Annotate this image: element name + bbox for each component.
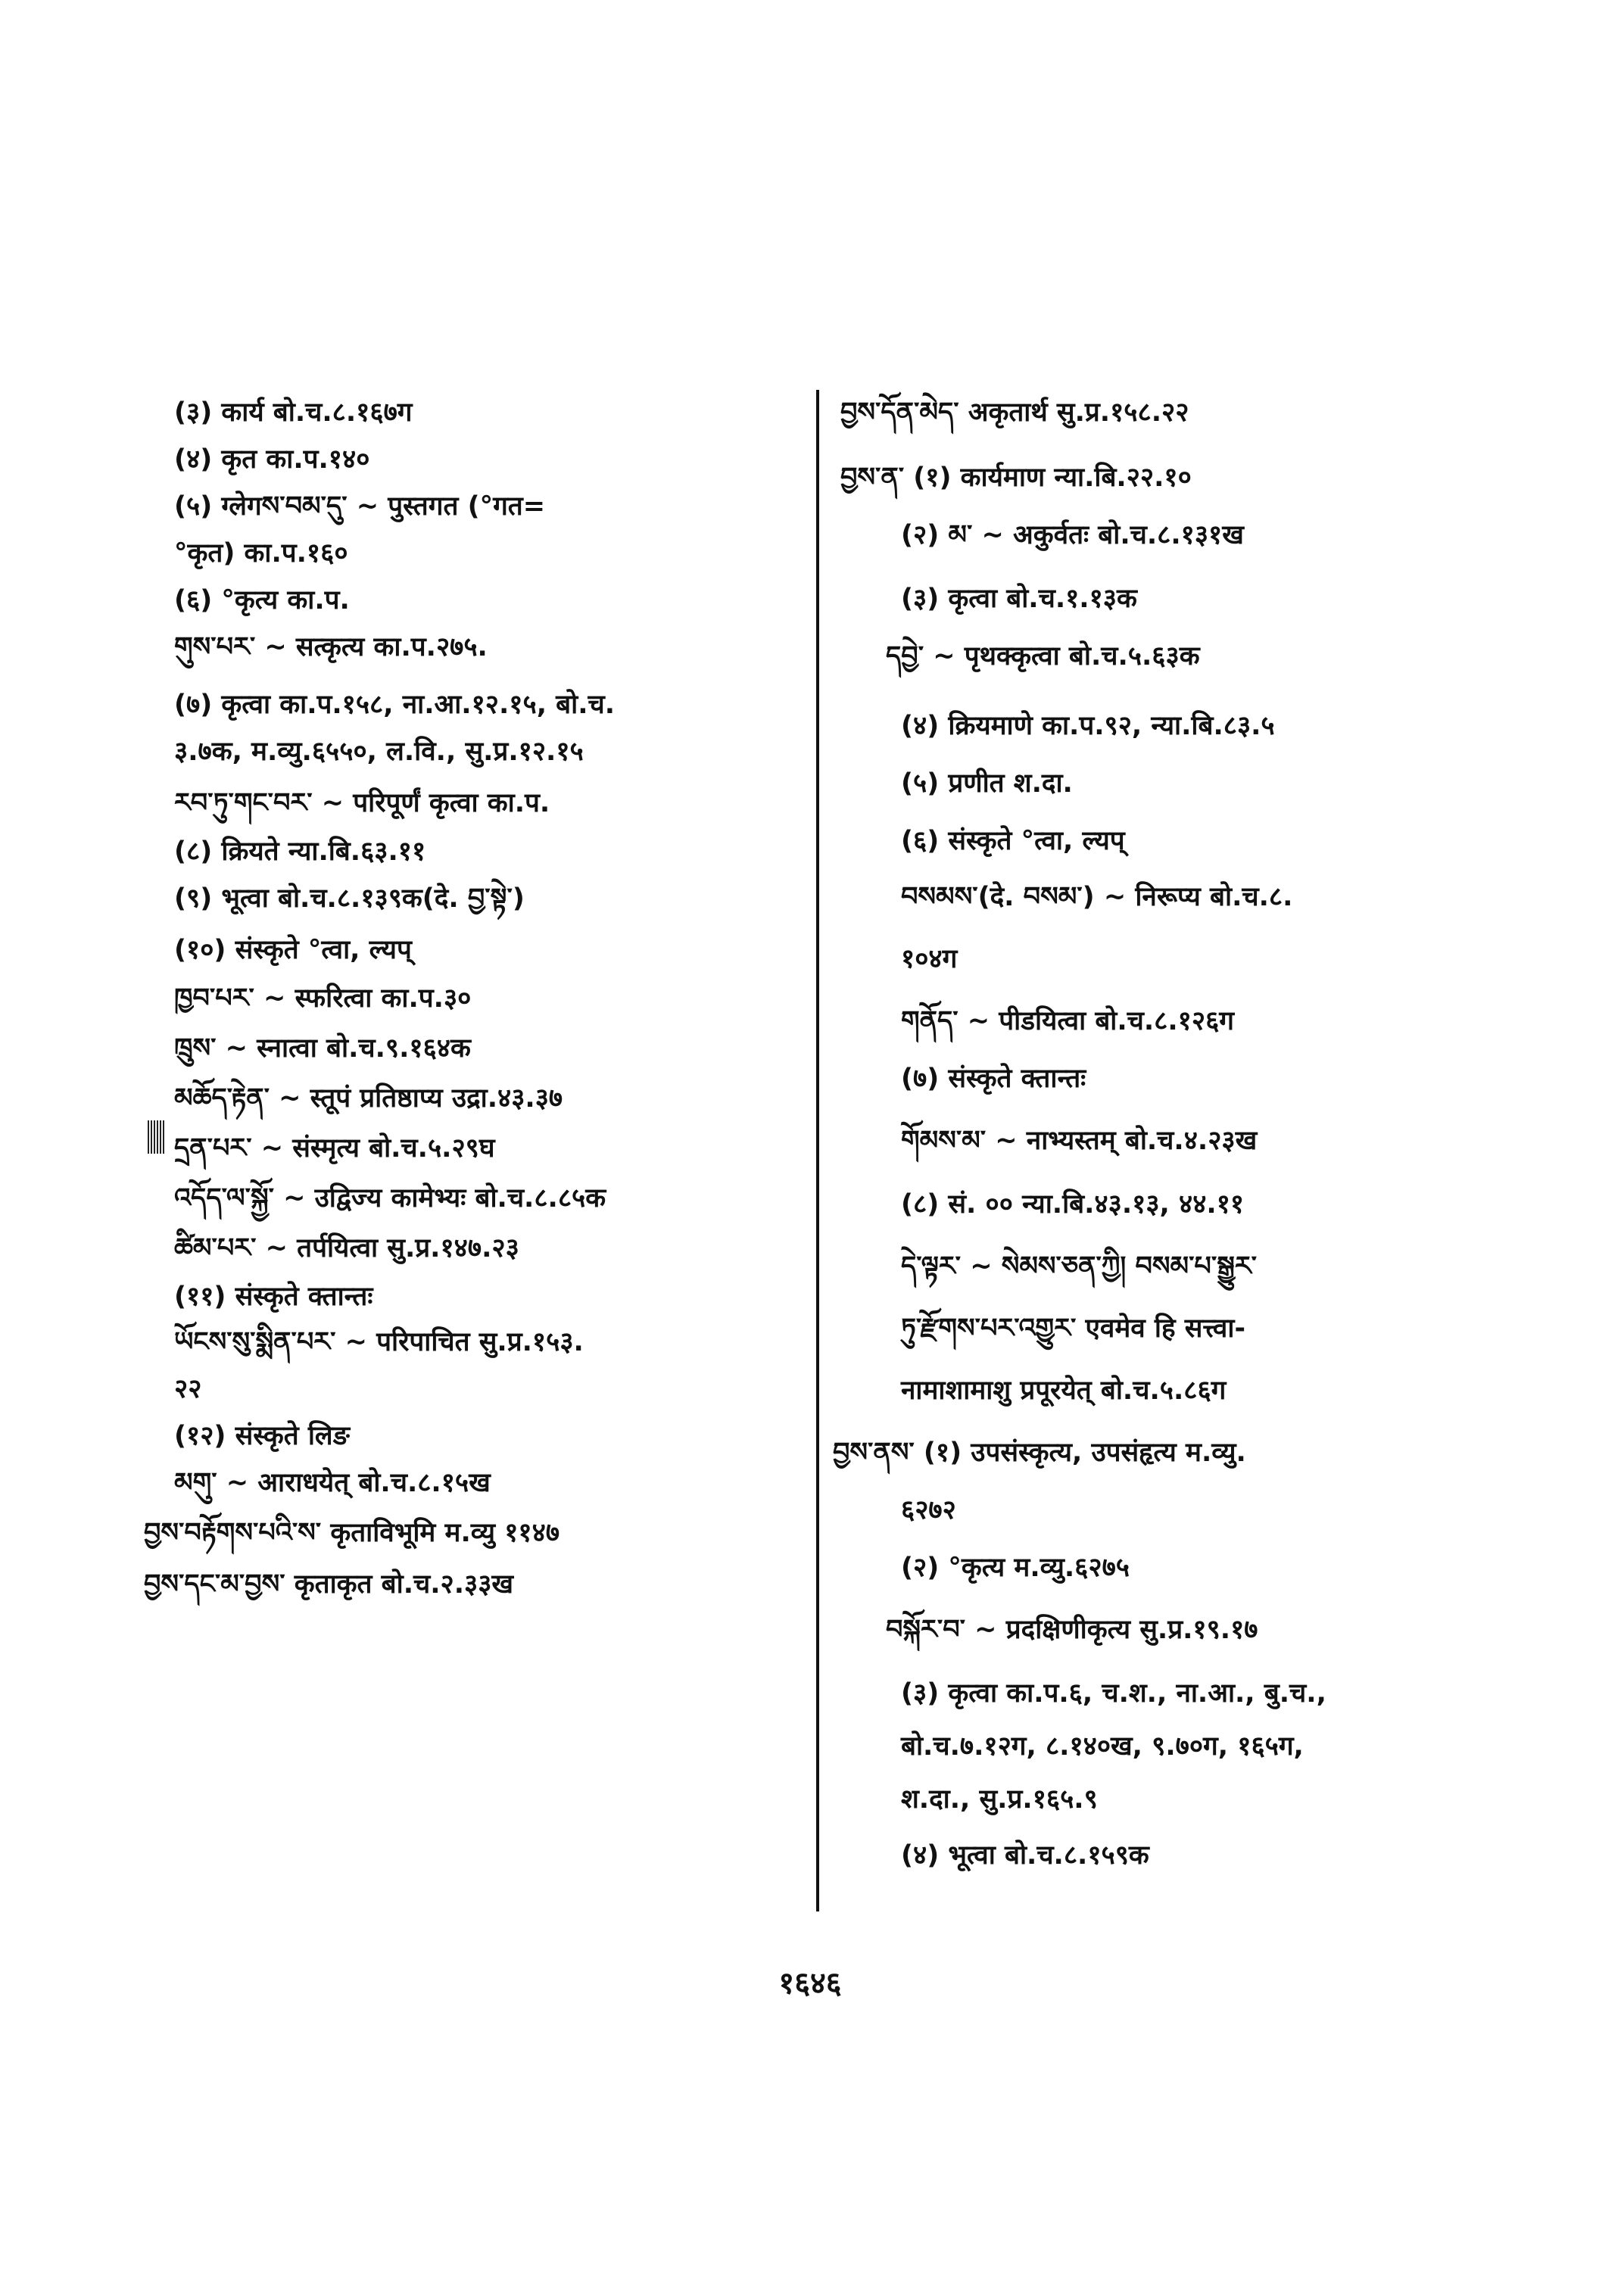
entry-line: དྲན་པར་ ~ संस्मृत्य बो.च.५.२९घ [174,1133,495,1164]
entry-line: (६) संस्कृते °त्वा, ल्यप् [901,826,1125,856]
entry-line: बो.च.७.१२ग, ८.१४०ख, ९.७०ग, १६५ग, [901,1731,1304,1762]
entry-line: རབ་ཏུ་གང་བར་ ~ परिपूर्णं कृत्वा का.प. [174,788,550,818]
headword-entry-line: བྱས་དོན་མེད་ अकृतार्थ सु.प्र.१५८.२२ [840,397,1189,428]
entry-line: १०४ग [901,944,958,974]
headword-entry-line: བྱས་དང་མ་བྱས་ कृताकृत बो.च.२.३३ख [144,1569,514,1600]
entry-line: ६२७२ [901,1495,956,1525]
entry-line: (१२) संस्कृते लिङ [174,1421,350,1451]
entry-line: ३.७क, म.व्यु.६५५०, ल.वि., सु.प्र.१२.१५ [174,737,584,767]
entry-line: °कृत) का.प.१६० [174,538,348,569]
column-divider [816,390,819,1911]
entry-line: (२) མ་ ~ अकुर्वतः बो.च.८.१३१ख [901,520,1244,550]
entry-line: (२) °कृत्य म.व्यु.६२७५ [901,1553,1130,1583]
entry-line: མཆོད་རྟེན་ ~ स्तूपं प्रतिष्ठाप्य उद्रा.४३.३७ [174,1083,563,1114]
entry-line: ཁྲུས་ ~ स्नात्वा बो.च.९.१६४क [174,1033,471,1064]
entry-line: བསྐོར་བ་ ~ प्रदक्षिणीकृत्य सु.प्र.१९.१७ [886,1615,1258,1645]
entry-line: (५) प्रणीत श.दा. [901,768,1073,799]
entry-line: (८) क्रियते न्या.बि.६३.११ [174,837,426,867]
entry-line: ཁྱབ་པར་ ~ स्फरित्वा का.प.३० [174,983,472,1014]
entry-line: ཡོངས་སུ་སྨིན་པར་ ~ परिपाचित सु.प्र.१५३. [174,1327,584,1357]
headword-entry-line: བྱས་ན་ (१) कार्यमाण न्या.बि.२२.१० [840,463,1192,493]
entry-line: नामाशामाशु प्रपूरयेत् बो.च.५.८६ग [901,1375,1227,1406]
headword-entry-line: བྱས་ནས་ (१) उपसंस्कृत्य, उपसंहृत्य म.व्यु. [833,1438,1246,1468]
page-number: १६४६ [778,1966,842,2001]
entry-line: ཚིམ་པར་ ~ तर्पयित्वा सु.प्र.१४७.२३ [174,1233,519,1263]
entry-line: (३) कार्य बो.च.८.१६७ग [174,397,413,428]
entry-line: (९) भूत्वा बो.च.८.१३९क(दे. བྱ་སྟེ་) [174,883,525,914]
entry-line: (५) ग्लेगས་བམ་དུ་ ~ पुस्तगत (°गत= [174,491,546,522]
entry-line: (४) क्रियमाणे का.प.९२, न्या.बि.८३.५ [901,711,1275,741]
entry-line: (११) संस्कृते क्तान्तः [174,1282,373,1312]
entry-line: གོམས་མ་ ~ नाभ्यस्तम् बो.च.४.२३ख [901,1126,1258,1156]
entry-line: (६) °कृत्य का.प. [174,585,350,615]
headword-entry-line: བྱས་བརྟོགས་པའི་ས་ कृताविभूमि म.व्यु ११४७ [144,1518,560,1548]
entry-line: བསམས་(दे. བསམ་) ~ निरूप्य बो.च.८. [901,882,1293,912]
margin-tick-mark [148,1120,164,1154]
entry-line: གུས་པར་ ~ सत्कृत्य का.प.२७५. [174,632,488,662]
entry-line: (७) संस्कृते क्तान्तः [901,1064,1086,1094]
entry-line: (७) कृत्वा का.प.१५८, ना.आ.१२.१५, बो.च. [174,690,616,720]
entry-line: དབྱེ་ ~ पृथक्कृत्वा बो.च.५.६३क [886,641,1200,671]
entry-line: (१०) संस्कृते °त्वा, ल्यप् [174,935,412,965]
entry-line: གནོད་ ~ पीडयित्वा बो.च.८.१२६ग [901,1006,1234,1036]
entry-line: (८) सं. ०० न्या.बि.४३.१३, ४४.११ [901,1189,1245,1220]
entry-line: २२ [174,1374,202,1404]
entry-line: (४) भूत्वा बो.च.८.१५९क [901,1840,1149,1871]
entry-line: (४) कृत का.प.१४० [174,444,370,475]
entry-line: དེ་ལྟར་ ~ སེམས་ཅན་ཀྱི། བསམ་པ་སྒྱུར་ [901,1251,1257,1282]
entry-line: མགུ་ ~ आराधयेत् बो.च.८.१५ख [174,1468,491,1498]
entry-line: ཏུ་རྫོགས་པར་འགྱུར་ एवमेव हि सत्त्वा- [901,1313,1245,1344]
entry-line: श.दा., सु.प्र.१६५.९ [901,1784,1098,1815]
entry-line: (३) कृत्वा बो.च.१.१३क [901,584,1137,614]
entry-line: (३) कृत्वा का.प.६, च.श., ना.आ., बु.च., [901,1678,1326,1709]
entry-line: འདོད་ལ་སྐྱོ་ ~ उद्विज्य कामेभ्यः बो.च.८.८५क [174,1183,606,1213]
